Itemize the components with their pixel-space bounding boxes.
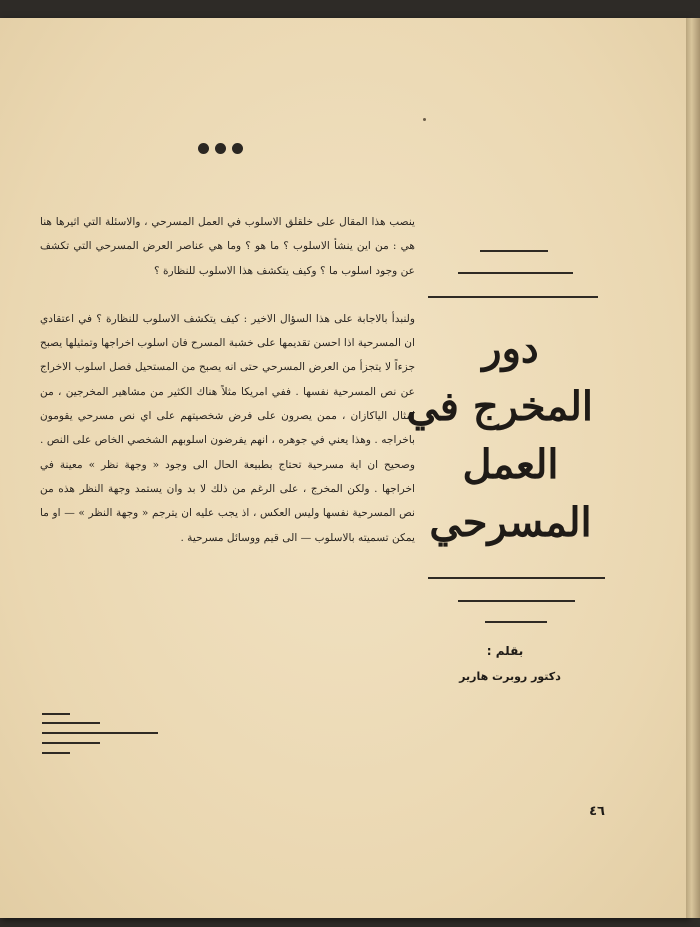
title-rule-top-mid [458, 272, 573, 274]
title-rule-bottom-long [428, 577, 605, 579]
title-line: العمل [462, 441, 559, 488]
title-rule-bottom-short [485, 621, 547, 623]
title-line: المخرج في [406, 383, 593, 430]
ornament-dot [215, 143, 226, 154]
footer-rule [42, 722, 100, 724]
author-name: دكتور روبرت هارير [459, 670, 561, 683]
ink-speck [423, 118, 426, 121]
section-ornament [198, 143, 243, 154]
paragraph: ينصب هذا المقال على خلقلق الاسلوب في العمل المسرحي ، والاسئلة التي اثيرها هنا هي : من اين ينشأ الاسلوب ؟ ما هو ؟ وما هي عناصر العرض المسرحي التي تكشف عن وجود اسلوب ما ؟ وكيف يتكشف هذا الاسلوب للنظارة ؟ [40, 216, 415, 277]
page-edge [686, 18, 700, 918]
title-rule-top-short [480, 250, 548, 252]
article-title [406, 320, 593, 552]
title-rule-top-long [428, 296, 598, 298]
footer-rule [42, 742, 100, 744]
footer-rule [42, 752, 70, 754]
title-line: المسرحي [429, 499, 592, 546]
title-line: دور [482, 325, 539, 372]
footer-rule [42, 732, 158, 734]
title-rule-bottom-mid [458, 600, 575, 602]
page-number: ٤٦ [589, 804, 605, 819]
byline-label: بقلم : [486, 644, 524, 658]
article-body [40, 210, 415, 550]
paragraph: ولنبدأ بالاجابة على هذا السؤال الاخير : كيف يتكشف الاسلوب للنظارة ؟ في اعتقادي ان المسرحية اذا احسن تقديمها على خشبة المسرح فان اسلوب اخراجها وتمثيلها يصبح جزءاً لا يتجزأ من العرض المسرحي حتى انه يصبح من المستحيل فصل اسلوب الاخراج عن نص المسرحية نفسها . ففي امريكا مثلاً هناك الكثير من مشاهير المخرجين ، من امثال الياكازان ، ممن يصرون على فرض شخصيتهم على اي نص مسرحي يقومون باخراجه . وهذا يعني في جوهره ، انهم يفرضون اسلوبهم الشخصي الخاص على النص . وصحيح ان اية مسرحية تحتاج بطبيعة الحال الى وجود « وجهة نظر » معينة في اخراجها . ولكن المخرج ، على الرغم من ذلك لا بد وان يستمد وجهة النظر هذه من نص المسرحية نفسها وليس العكس ، اذ يجب عليه ان يترجم « وجهة النظر » — او ما يمكن تسميته بالاسلوب — الى قيم ووسائل مسرحية . [40, 312, 415, 544]
footer-rule [42, 713, 70, 715]
ornament-dot [232, 143, 243, 154]
ornament-dot [198, 143, 209, 154]
